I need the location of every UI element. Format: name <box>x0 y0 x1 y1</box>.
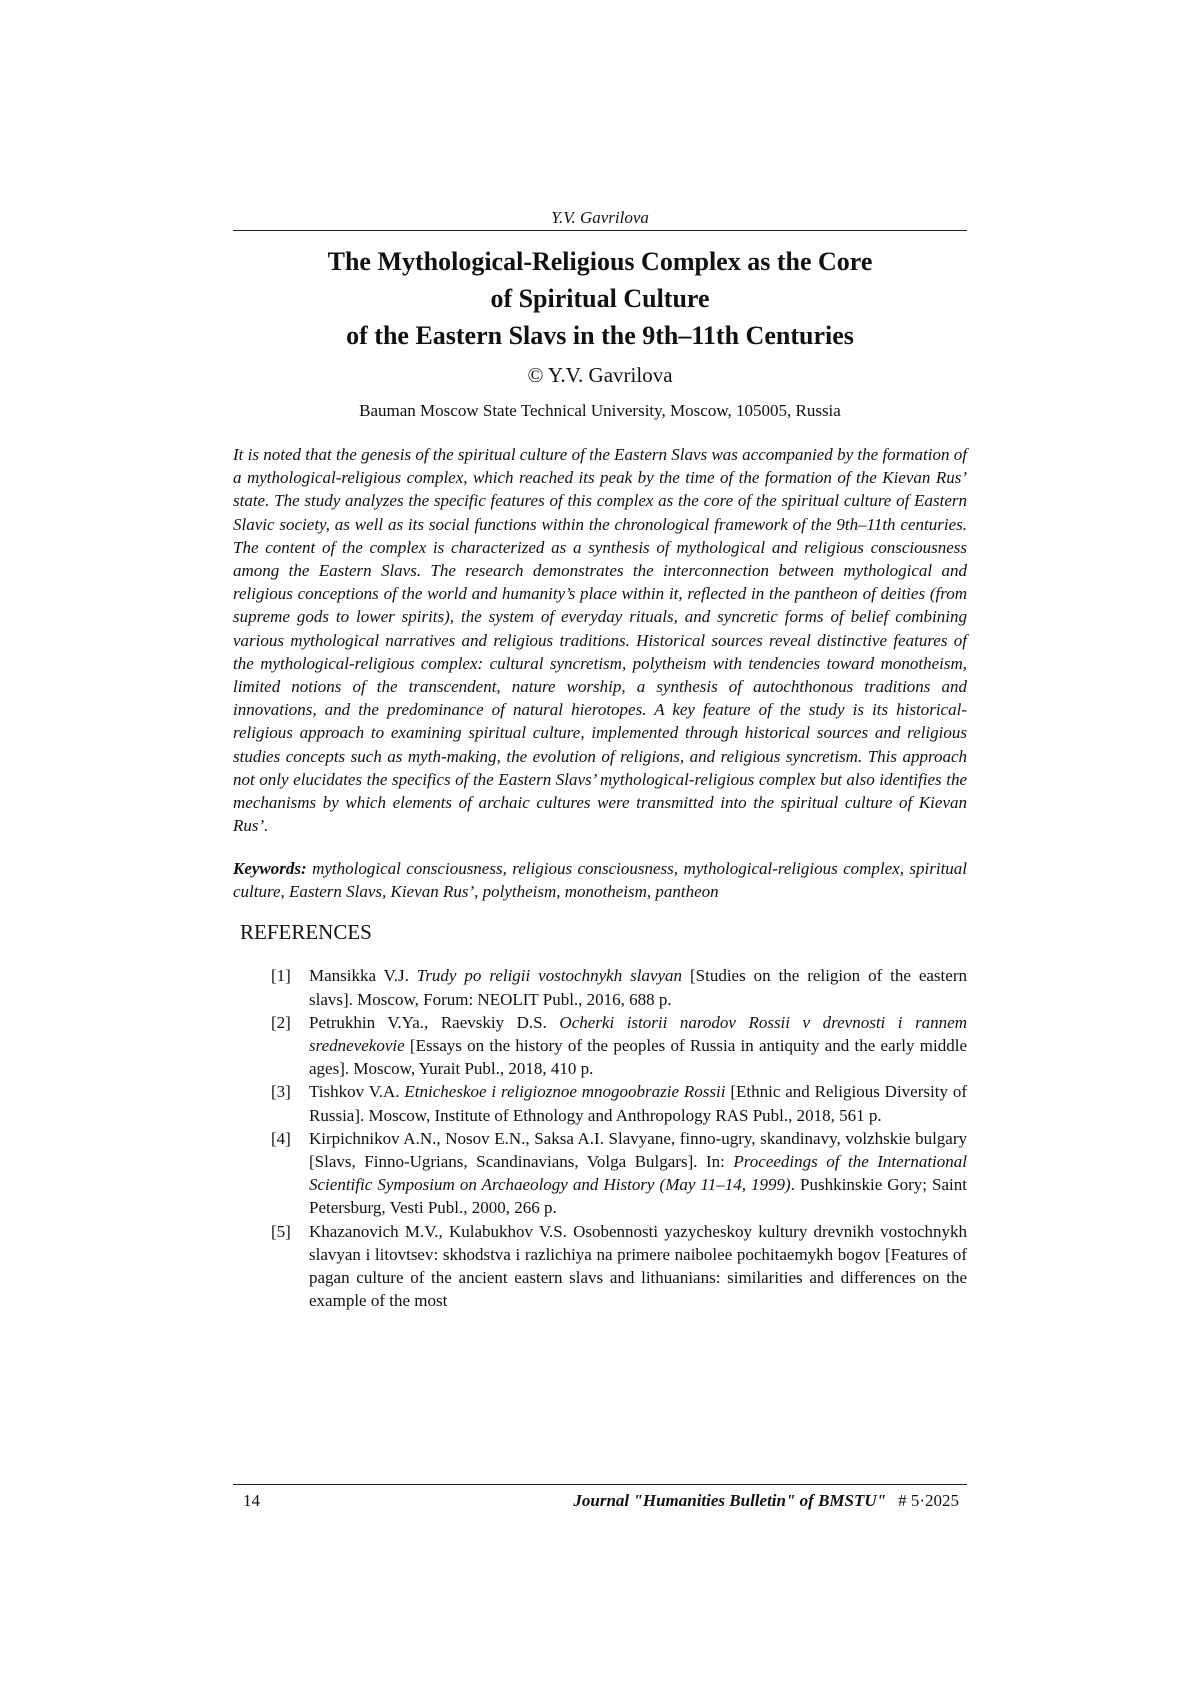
issue-number: # 5·2025 <box>898 1491 959 1510</box>
title-line: of Spiritual Culture <box>490 284 710 313</box>
page-footer <box>233 1484 967 1512</box>
reference-item <box>233 1127 967 1220</box>
reference-number: [3] <box>271 1082 291 1102</box>
reference-text: Petrukhin V.Ya., Raevskiy D.S. <box>309 1012 560 1032</box>
title-line: of the Eastern Slavs in the 9th–11th Centuries <box>346 321 854 350</box>
reference-text: Kirpichnikov A.N., Nosov E.N., Saksa A.I. Slavyane, finno-ugry, skandinavy, volzhskie bulgary [Slavs, Finno-Ugrians, Scandinavians, Volga Bulgars]. In: <box>309 1128 967 1172</box>
reference-text: [Studies on the religion of the eastern slavs]. Moscow, Forum: NEOLIT Publ., 2016, 688 p. <box>309 966 967 1009</box>
journal-name: Journal "Humanities Bulletin" of BMSTU" <box>573 1491 887 1510</box>
reference-number: [4] <box>271 1128 291 1148</box>
keywords <box>233 857 967 903</box>
reference-item <box>233 1220 967 1313</box>
title-line: The Mythological-Religious Complex as the Core <box>327 247 873 276</box>
reference-text: Khazanovich M.V., Kulabukhov V.S. Osobennosti yazycheskoy kultury drevnikh vostochnykh slavyan i litovtsev: skhodstva i razlichiya na primere naibolee pochitaemykh bogov [Features of pagan culture of the ancient eastern slavs and lithuanians: similarities and differences on the example of the most <box>309 1221 967 1311</box>
reference-text: Tishkov V.A. <box>309 1082 405 1102</box>
reference-list <box>233 964 967 1312</box>
keywords-label: Keywords: <box>233 859 307 879</box>
running-head: Y.V. Gavrilova <box>233 208 967 231</box>
references-heading: REFERENCES <box>240 920 372 945</box>
reference-text: [Essays on the history of the peoples of Russia in antiquity and the early middle ages]. Moscow, Yurait Publ., 2018, 410 p. <box>309 1036 967 1079</box>
reference-item <box>233 1080 967 1126</box>
keywords-text: mythological consciousness, religious consciousness, mythological-religious complex, spiritual culture, Eastern Slavs, Kievan Rus’, polytheism, monotheism, pantheon <box>233 859 968 902</box>
journal-info <box>573 1490 967 1512</box>
article-page <box>233 208 967 1313</box>
article-title <box>233 243 967 354</box>
reference-title: Trudy po religii vostochnykh slavyan <box>416 966 683 986</box>
reference-item <box>233 964 967 1010</box>
reference-text: [Ethnic and Religious Diversity of Russia]. Moscow, Institute of Ethnology and Anthropology RAS Publ., 2018, 561 p. <box>309 1082 967 1125</box>
reference-text: . Pushkinskie Gory; Saint Petersburg, Vesti Publ., 2000, 266 p. <box>309 1175 967 1218</box>
reference-item <box>233 1011 967 1081</box>
abstract: It is noted that the genesis of the spiritual culture of the Eastern Slavs was accompanied by the formation of a mythological-religious complex, which reached its peak by the time of the formation of the Kievan Rus’ state. The study analyzes the specific features of this complex as the core of the spiritual culture of Eastern Slavic society, as well as its social functions within the chronological framework of the 9th–11th centuries. The content of the complex is characterized as a synthesis of mythological and religious consciousness among the Eastern Slavs. The research demonstrates the interconnection between mythological and religious conceptions of the world and humanity’s place within it, reflected in the pantheon of deities (from supreme gods to lower spirits), the system of everyday rituals, and syncretic forms of belief combining various mythological narratives and religious traditions. Historical sources reveal distinctive features of the mythological-religious complex: cultural syncretism, polytheism with tendencies toward monotheism, limited notions of the transcendent, nature worship, a synthesis of autochthonous traditions and innovations, and the predominance of natural hierotopes. A key feature of the study is its historical-religious approach to examining spiritual culture, implemented through historical sources and religious studies concepts such as myth-making, the evolution of religions, and religious syncretism. This approach not only elucidates the specifics of the Eastern Slavs’ mythological-religious complex but also identifies the mechanisms by which elements of archaic cultures were transmitted into the spiritual culture of Kievan Rus’. <box>233 445 967 836</box>
affiliation: Bauman Moscow State Technical University, Moscow, 105005, Russia <box>359 401 841 420</box>
reference-number: [1] <box>271 966 291 986</box>
reference-title: Etnicheskoe i religioznoe mnogoobrazie Rossii <box>404 1082 726 1102</box>
reference-text: Mansikka V.J. <box>309 966 417 986</box>
reference-number: [5] <box>271 1221 291 1241</box>
author-line: © Y.V. Gavrilova <box>527 363 673 387</box>
page-number: 14 <box>243 1491 260 1510</box>
reference-number: [2] <box>271 1012 291 1032</box>
reference-title: Ocherki istorii narodov Rossii v drevnosti i rannem srednevekovie <box>309 1012 968 1056</box>
reference-title: Proceedings of the International Scientific Symposium on Archaeology and History (May 11–14, 1999) <box>309 1152 967 1195</box>
